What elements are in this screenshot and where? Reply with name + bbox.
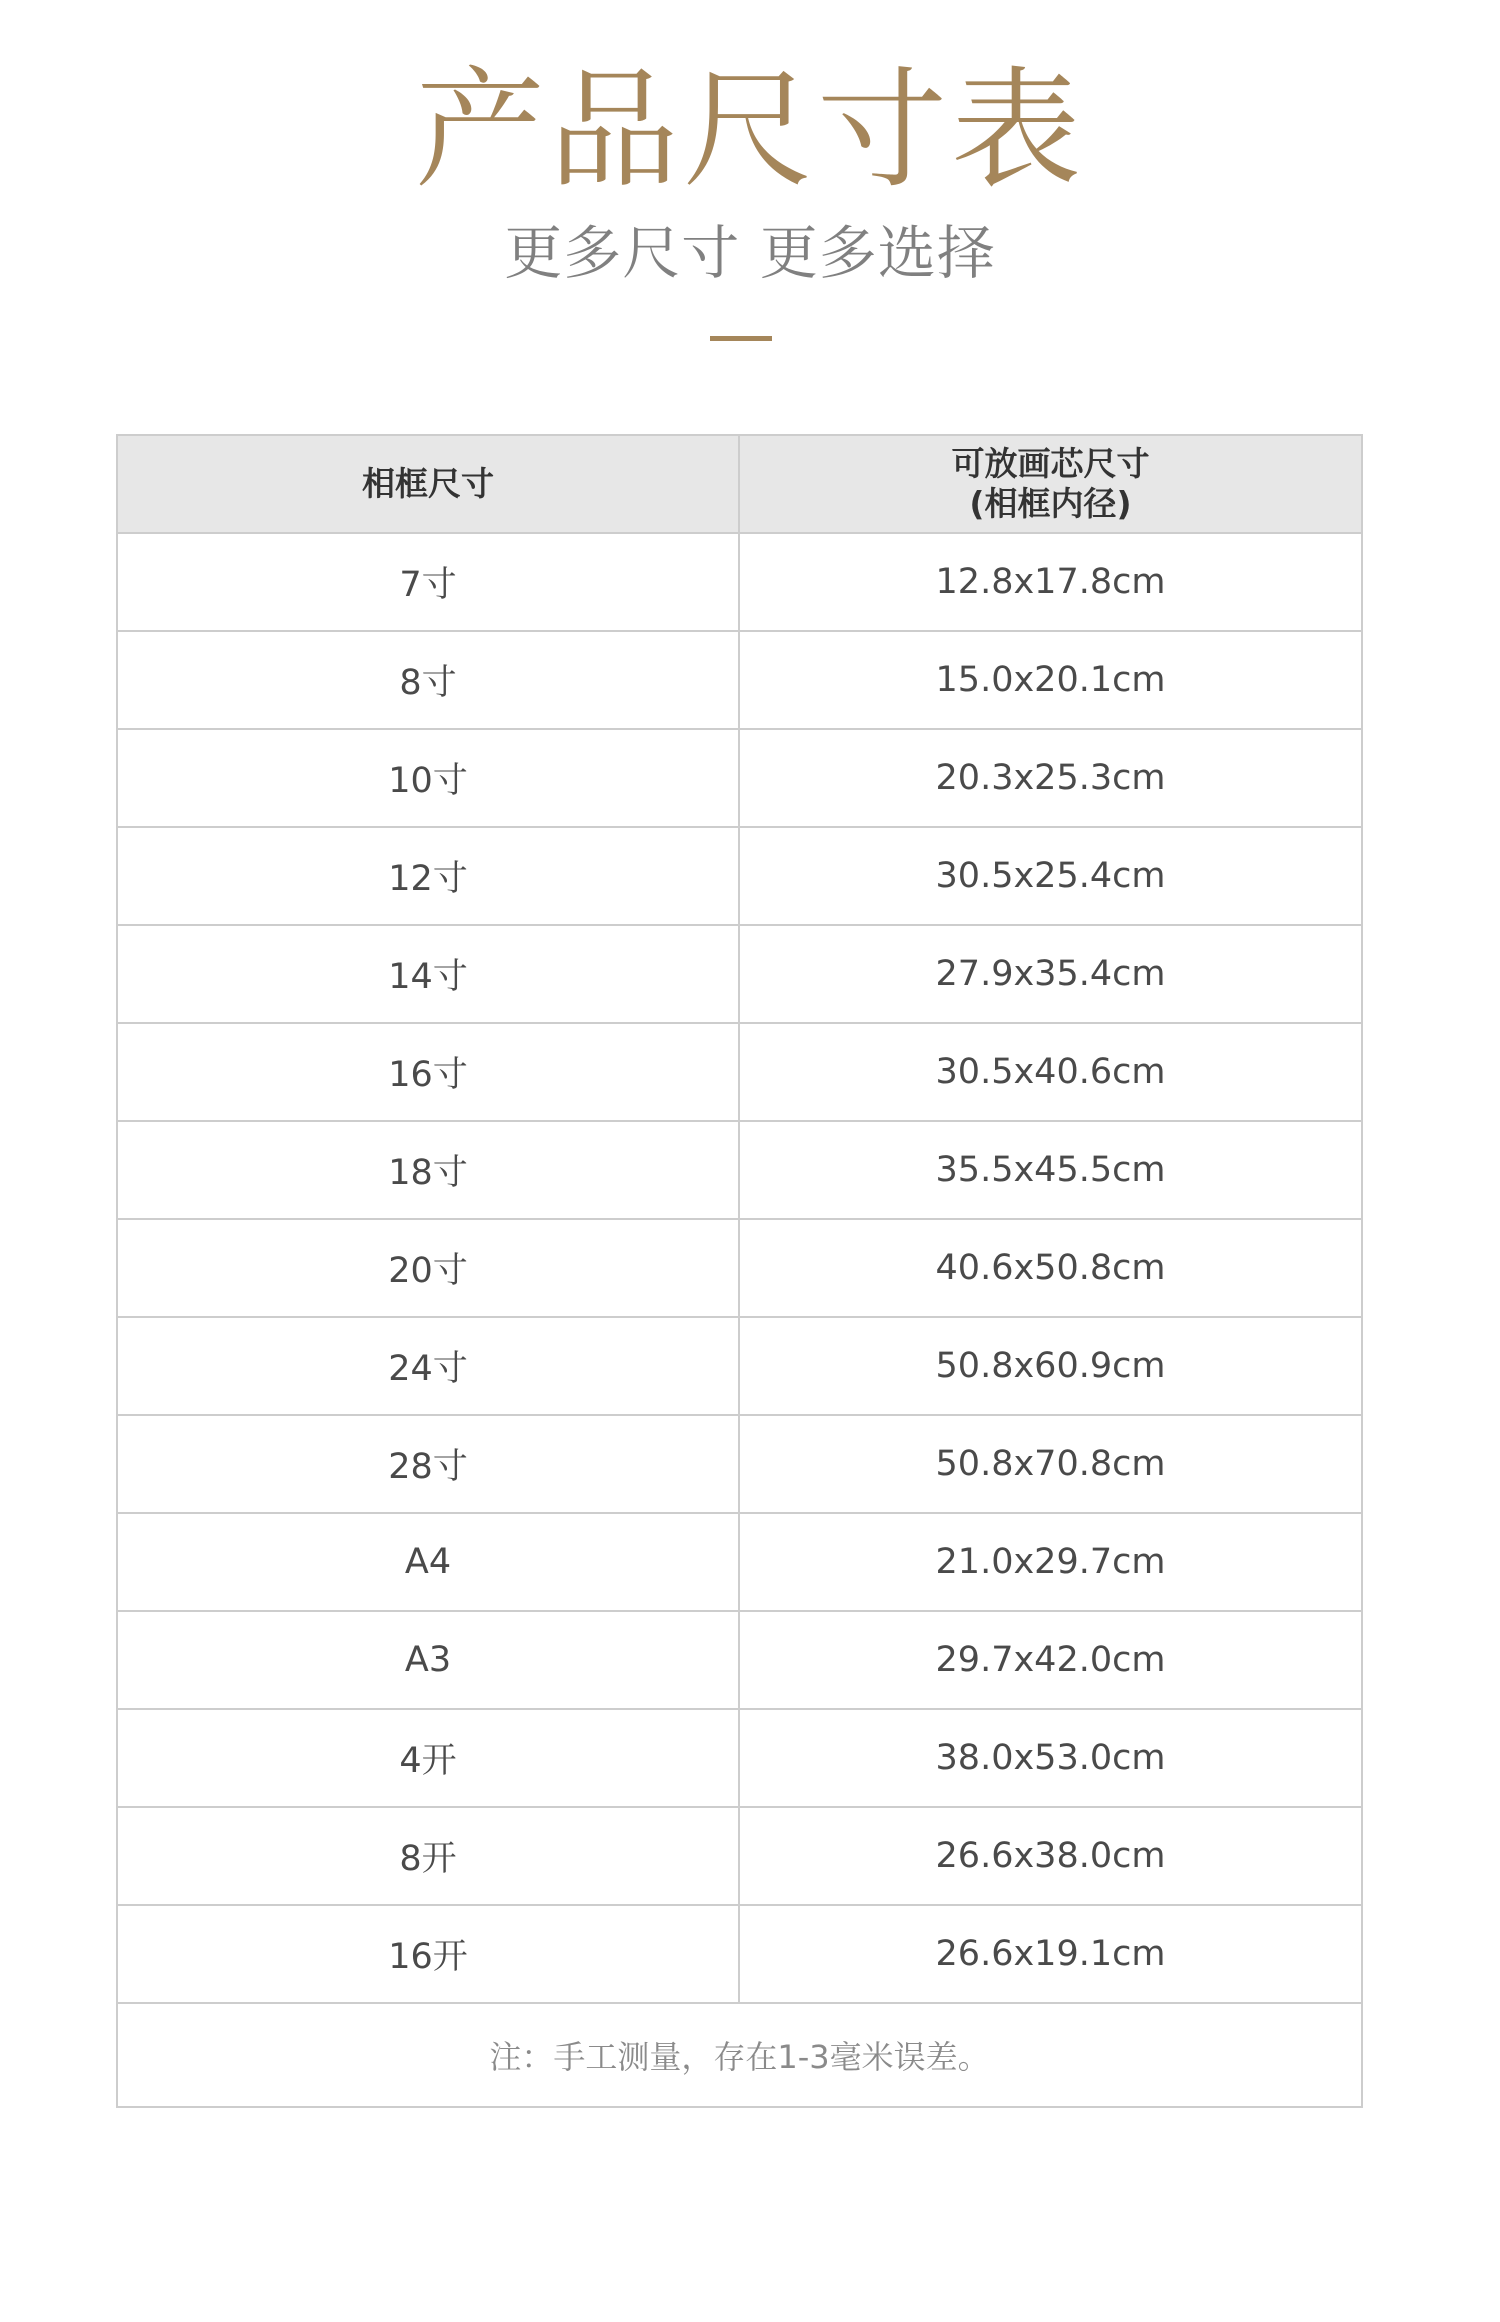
frame-size-cell: 16开 <box>117 1905 739 2003</box>
inner-size-cell: 20.3x25.3cm <box>739 729 1362 827</box>
table-row <box>117 533 1362 631</box>
frame-size-cell: 16寸 <box>117 1023 739 1121</box>
table-row <box>117 1317 1362 1415</box>
table-row <box>117 631 1362 729</box>
size-table <box>116 434 1363 2108</box>
frame-size-cell: 20寸 <box>117 1219 739 1317</box>
frame-size-cell: 8开 <box>117 1807 739 1905</box>
table-row <box>117 1121 1362 1219</box>
inner-size-cell: 26.6x19.1cm <box>739 1905 1362 2003</box>
frame-size-cell: 28寸 <box>117 1415 739 1513</box>
page-header <box>0 0 1500 430</box>
frame-size-cell: 18寸 <box>117 1121 739 1219</box>
inner-size-cell: 38.0x53.0cm <box>739 1709 1362 1807</box>
measurement-note: 注：手工测量，存在1-3毫米误差。 <box>117 2003 1362 2107</box>
inner-size-cell: 15.0x20.1cm <box>739 631 1362 729</box>
page-subtitle: 更多尺寸 更多选择 <box>504 219 996 287</box>
accent-divider <box>710 336 772 341</box>
inner-size-cell: 12.8x17.8cm <box>739 533 1362 631</box>
table-header-row <box>117 435 1362 533</box>
table-row <box>117 1023 1362 1121</box>
frame-size-cell: A3 <box>117 1611 739 1709</box>
table-row <box>117 1807 1362 1905</box>
table-row <box>117 1415 1362 1513</box>
inner-size-cell: 50.8x60.9cm <box>739 1317 1362 1415</box>
frame-size-cell: 12寸 <box>117 827 739 925</box>
column-header-inner-size-line2: (相框内径) <box>969 484 1132 523</box>
inner-size-cell: 27.9x35.4cm <box>739 925 1362 1023</box>
table-body <box>117 533 1362 2003</box>
table-row <box>117 827 1362 925</box>
column-header-inner-size <box>739 435 1362 533</box>
inner-size-cell: 50.8x70.8cm <box>739 1415 1362 1513</box>
inner-size-cell: 35.5x45.5cm <box>739 1121 1362 1219</box>
column-header-inner-size-line1: 可放画芯尺寸 <box>951 444 1150 483</box>
table-row <box>117 1905 1362 2003</box>
table-row <box>117 1709 1362 1807</box>
table-row <box>117 1611 1362 1709</box>
note-row <box>117 2003 1362 2107</box>
frame-size-cell: 8寸 <box>117 631 739 729</box>
frame-size-cell: 14寸 <box>117 925 739 1023</box>
inner-size-cell: 21.0x29.7cm <box>739 1513 1362 1611</box>
inner-size-cell: 26.6x38.0cm <box>739 1807 1362 1905</box>
table-row <box>117 925 1362 1023</box>
table-row <box>117 729 1362 827</box>
frame-size-cell: A4 <box>117 1513 739 1611</box>
frame-size-cell: 7寸 <box>117 533 739 631</box>
frame-size-cell: 24寸 <box>117 1317 739 1415</box>
frame-size-cell: 10寸 <box>117 729 739 827</box>
column-header-frame-size: 相框尺寸 <box>117 435 739 533</box>
inner-size-cell: 40.6x50.8cm <box>739 1219 1362 1317</box>
page-title: 产品尺寸表 <box>414 54 1085 206</box>
table-row <box>117 1219 1362 1317</box>
inner-size-cell: 29.7x42.0cm <box>739 1611 1362 1709</box>
table-row <box>117 1513 1362 1611</box>
inner-size-cell: 30.5x40.6cm <box>739 1023 1362 1121</box>
frame-size-cell: 4开 <box>117 1709 739 1807</box>
inner-size-cell: 30.5x25.4cm <box>739 827 1362 925</box>
